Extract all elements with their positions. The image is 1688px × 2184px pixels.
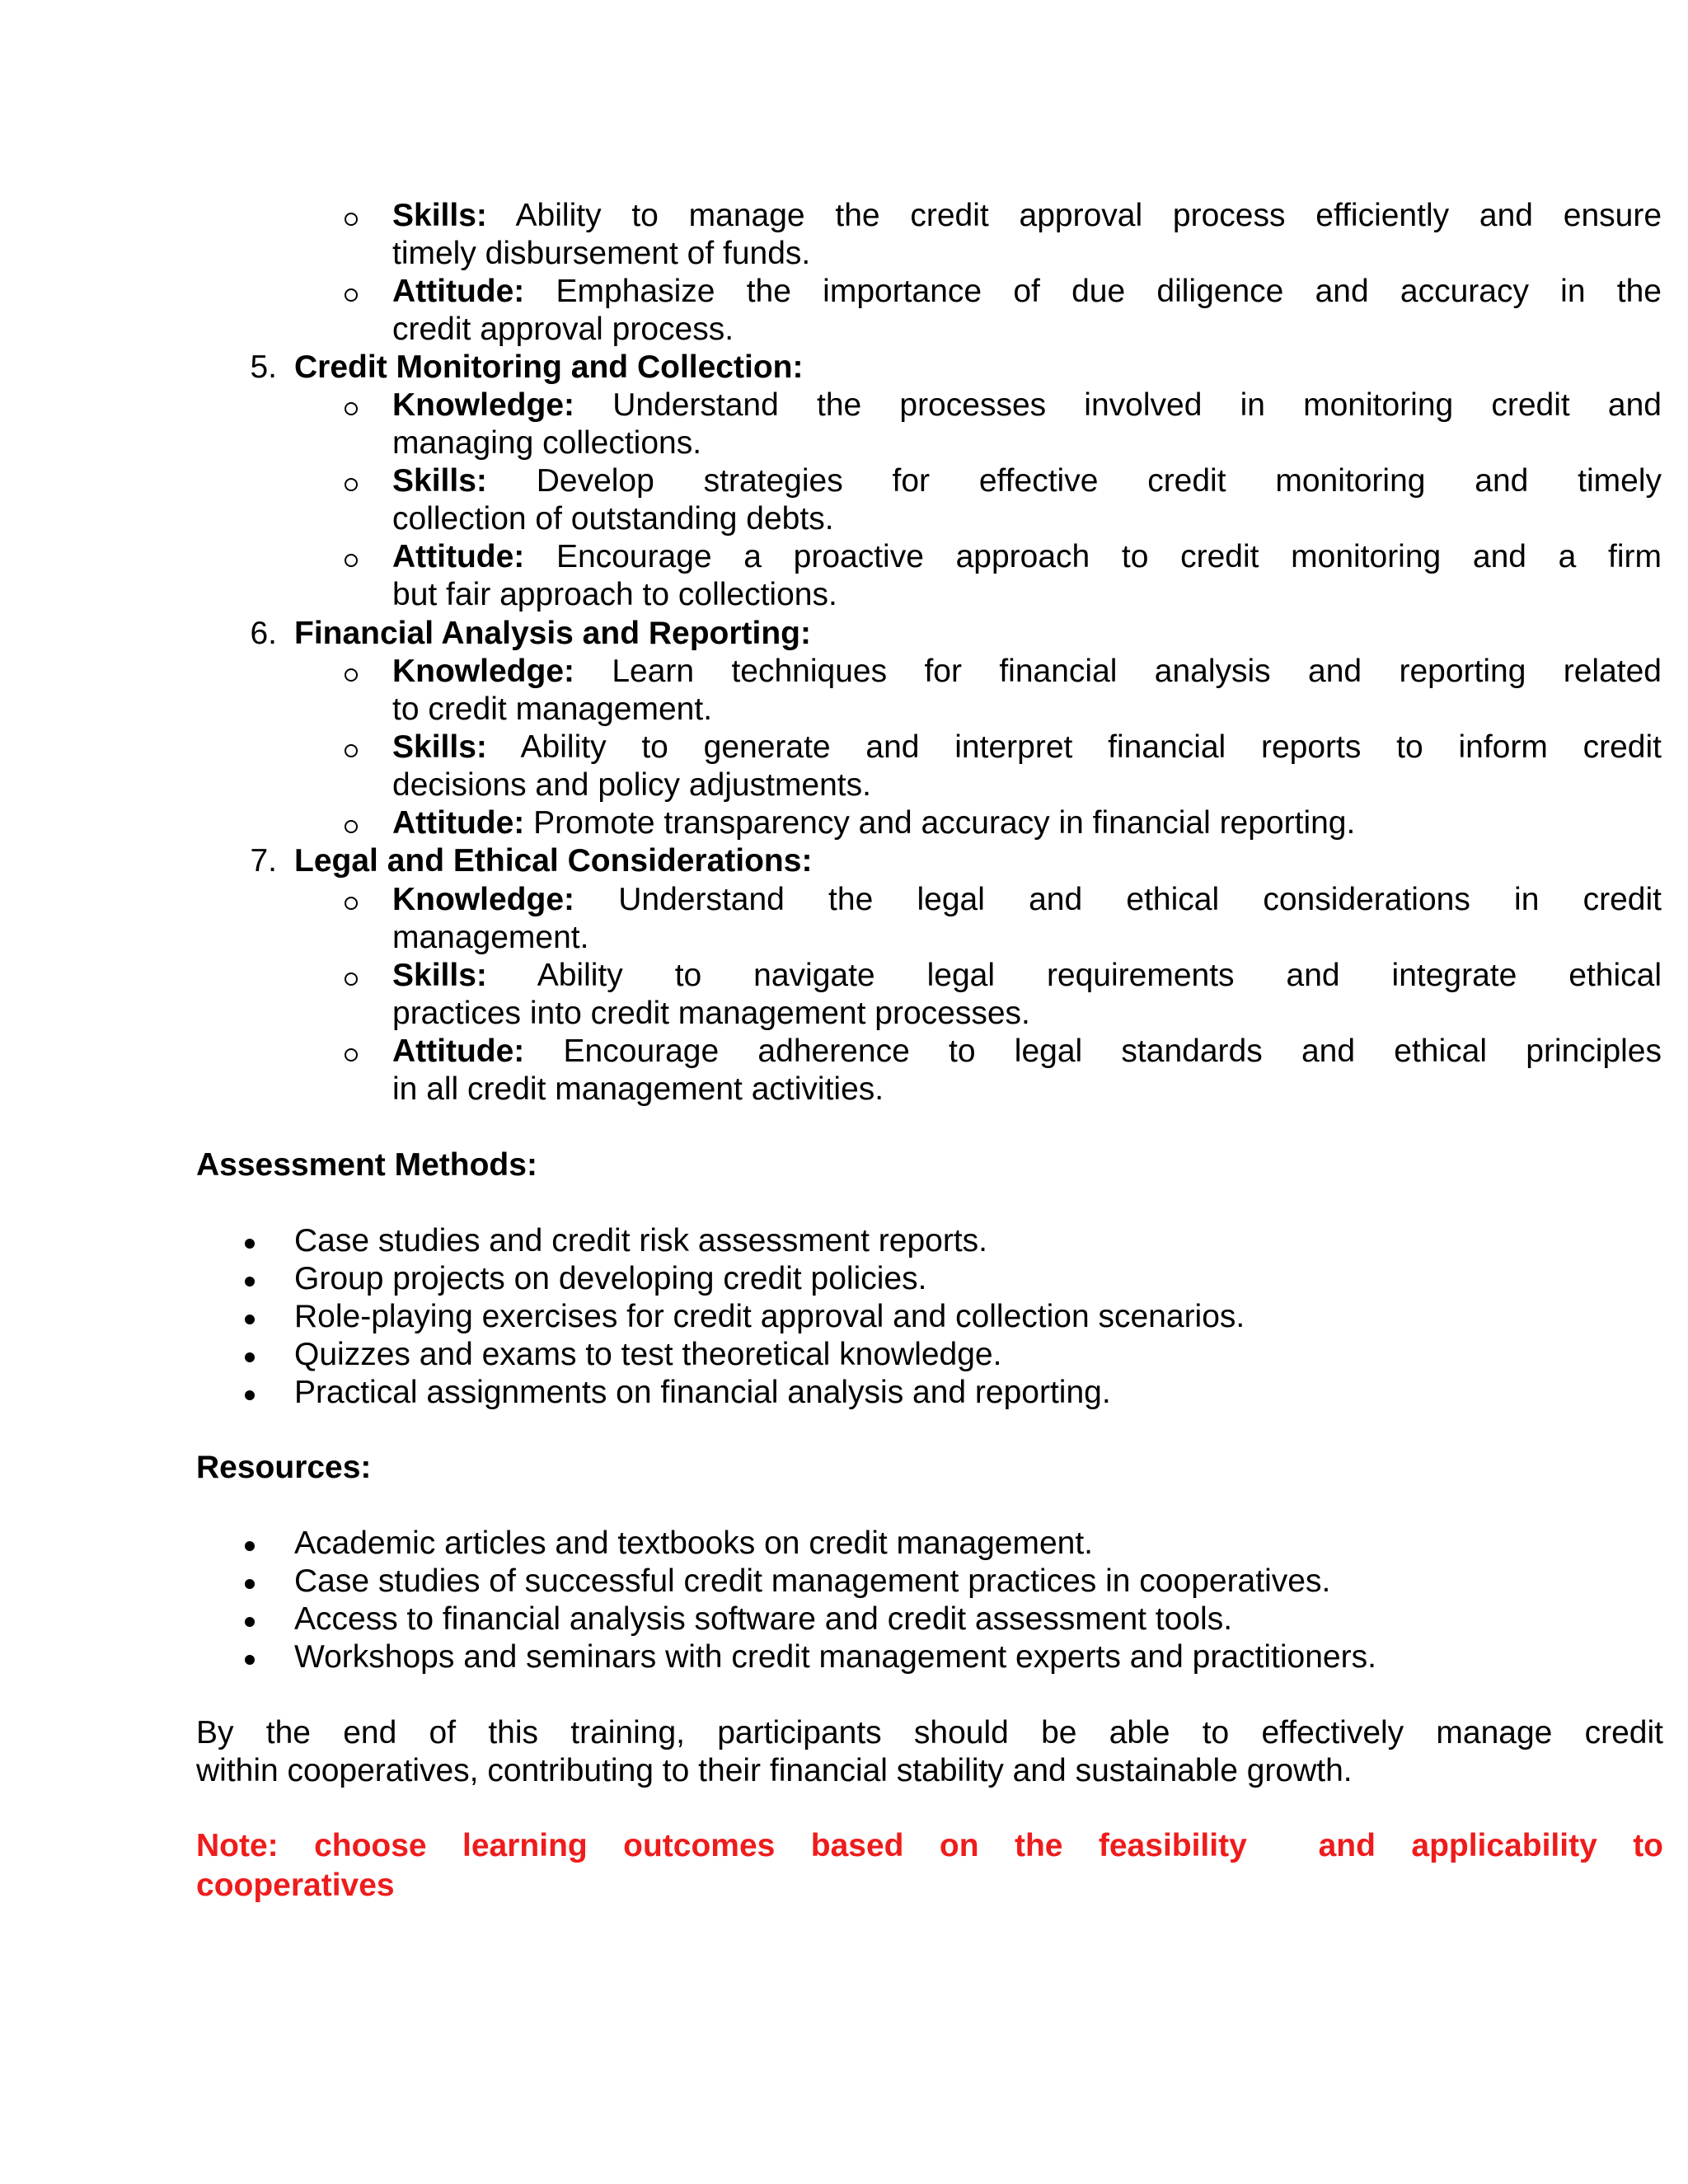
sub-item-text: Understand the processes involved in monitoring credit and: [612, 387, 1662, 423]
list-item: Group projects on developing credit policies.: [294, 1261, 927, 1296]
circle-bullet-icon: [345, 668, 358, 682]
sub-item-text: Ability to navigate legal requirements and integrate ethical: [537, 958, 1662, 993]
bullet-icon: [245, 1617, 255, 1627]
sub-item-text: Emphasize the importance of due diligence and accuracy in the: [556, 274, 1662, 309]
sub-item-text: Encourage adherence to legal standards and ethical principles: [563, 1033, 1662, 1069]
bullet-icon: [245, 1277, 255, 1286]
circle-bullet-icon: [345, 288, 358, 302]
sub-item-label: Attitude:: [392, 539, 525, 574]
sub-item-continuation: but fair approach to collections.: [392, 577, 837, 612]
sub-item: [392, 956, 1662, 996]
sub-item-label: Knowledge:: [392, 882, 574, 917]
sub-item-text: Ability to manage the credit approval process efficiently and ensure: [515, 198, 1662, 233]
circle-bullet-icon: [345, 897, 358, 910]
sub-item: [392, 272, 1662, 312]
section-title: Credit Monitoring and Collection:: [294, 349, 804, 385]
sub-item: [392, 462, 1662, 501]
bullet-icon: [245, 1239, 255, 1249]
circle-bullet-icon: [345, 554, 358, 567]
list-item: Case studies of successful credit management practices in cooperatives.: [294, 1563, 1331, 1599]
sub-item-text: Understand the legal and ethical considerations in credit: [618, 882, 1662, 917]
sub-item-continuation: managing collections.: [392, 425, 702, 461]
sub-item-text: Ability to generate and interpret financial reports to inform credit: [520, 729, 1662, 765]
sub-item-continuation: to credit management.: [392, 691, 713, 727]
sub-item-label: Knowledge:: [392, 387, 574, 423]
section-number: 7.: [250, 843, 277, 879]
circle-bullet-icon: [345, 744, 358, 757]
sub-item-label: Attitude:: [392, 805, 525, 841]
bullet-icon: [245, 1390, 255, 1400]
section-title: Financial Analysis and Reporting:: [294, 616, 811, 651]
sub-item-label: Skills:: [392, 198, 487, 233]
sub-item-label: Attitude:: [392, 274, 525, 309]
list-item: Quizzes and exams to test theoretical knowledge.: [294, 1337, 1002, 1372]
section-number: 5.: [250, 349, 277, 385]
note-line-1: Note: choose learning outcomes based on the feasibility and applicability to: [196, 1828, 1663, 1863]
sub-item-continuation: management.: [392, 920, 589, 955]
resources-heading: Resources:: [196, 1450, 372, 1485]
sub-item: [392, 728, 1662, 767]
list-item: Academic articles and textbooks on credit management.: [294, 1526, 1094, 1561]
bullet-icon: [245, 1315, 255, 1324]
sub-item-continuation: credit approval process.: [392, 312, 734, 347]
conclusion-line-1: By the end of this training, participants should be able to effectively manage credit: [196, 1715, 1663, 1750]
sub-item-continuation: collection of outstanding debts.: [392, 501, 834, 537]
sub-item-label: Knowledge:: [392, 654, 574, 689]
sub-item-text: Learn techniques for financial analysis and reporting related: [612, 654, 1662, 689]
section-number: 6.: [250, 616, 277, 651]
circle-bullet-icon: [345, 402, 358, 415]
circle-bullet-icon: [345, 213, 358, 226]
circle-bullet-icon: [345, 1048, 358, 1062]
sub-item-continuation: timely disbursement of funds.: [392, 236, 811, 271]
sub-item-text: Promote transparency and accuracy in financial reporting.: [533, 805, 1356, 841]
sub-item: [392, 880, 1662, 920]
list-item: Access to financial analysis software and credit assessment tools.: [294, 1601, 1233, 1637]
sub-item: [392, 537, 1662, 577]
sub-item-continuation: in all credit management activities.: [392, 1071, 884, 1107]
bullet-icon: [245, 1541, 255, 1551]
circle-bullet-icon: [345, 972, 358, 986]
sub-item: [392, 196, 1662, 236]
sub-item-label: Attitude:: [392, 1033, 525, 1069]
sub-item-continuation: decisions and policy adjustments.: [392, 767, 871, 803]
conclusion-line-2: within cooperatives, contributing to their financial stability and sustainable growth.: [196, 1753, 1353, 1788]
sub-item-label: Skills:: [392, 729, 487, 765]
sub-item-text: Encourage a proactive approach to credit monitoring and a firm: [556, 539, 1662, 574]
circle-bullet-icon: [345, 820, 358, 833]
sub-item: [392, 386, 1662, 425]
assessment-heading: Assessment Methods:: [196, 1147, 537, 1183]
bullet-icon: [245, 1352, 255, 1362]
sub-item-continuation: practices into credit management processes.: [392, 996, 1030, 1031]
list-item: Case studies and credit risk assessment reports.: [294, 1223, 988, 1258]
circle-bullet-icon: [345, 478, 358, 491]
list-item: Role-playing exercises for credit approval and collection scenarios.: [294, 1299, 1245, 1334]
note-line-2: cooperatives: [196, 1868, 395, 1903]
sub-item: [392, 652, 1662, 691]
sub-item: [392, 804, 1355, 843]
sub-item-label: Skills:: [392, 463, 487, 499]
section-title: Legal and Ethical Considerations:: [294, 843, 813, 879]
sub-item: [392, 1032, 1662, 1071]
bullet-icon: [245, 1655, 255, 1665]
sub-item-label: Skills:: [392, 958, 487, 993]
bullet-icon: [245, 1579, 255, 1589]
list-item: Workshops and seminars with credit management experts and practitioners.: [294, 1639, 1376, 1675]
list-item: Practical assignments on financial analysis and reporting.: [294, 1375, 1111, 1410]
sub-item-text: Develop strategies for effective credit monitoring and timely: [536, 463, 1662, 499]
